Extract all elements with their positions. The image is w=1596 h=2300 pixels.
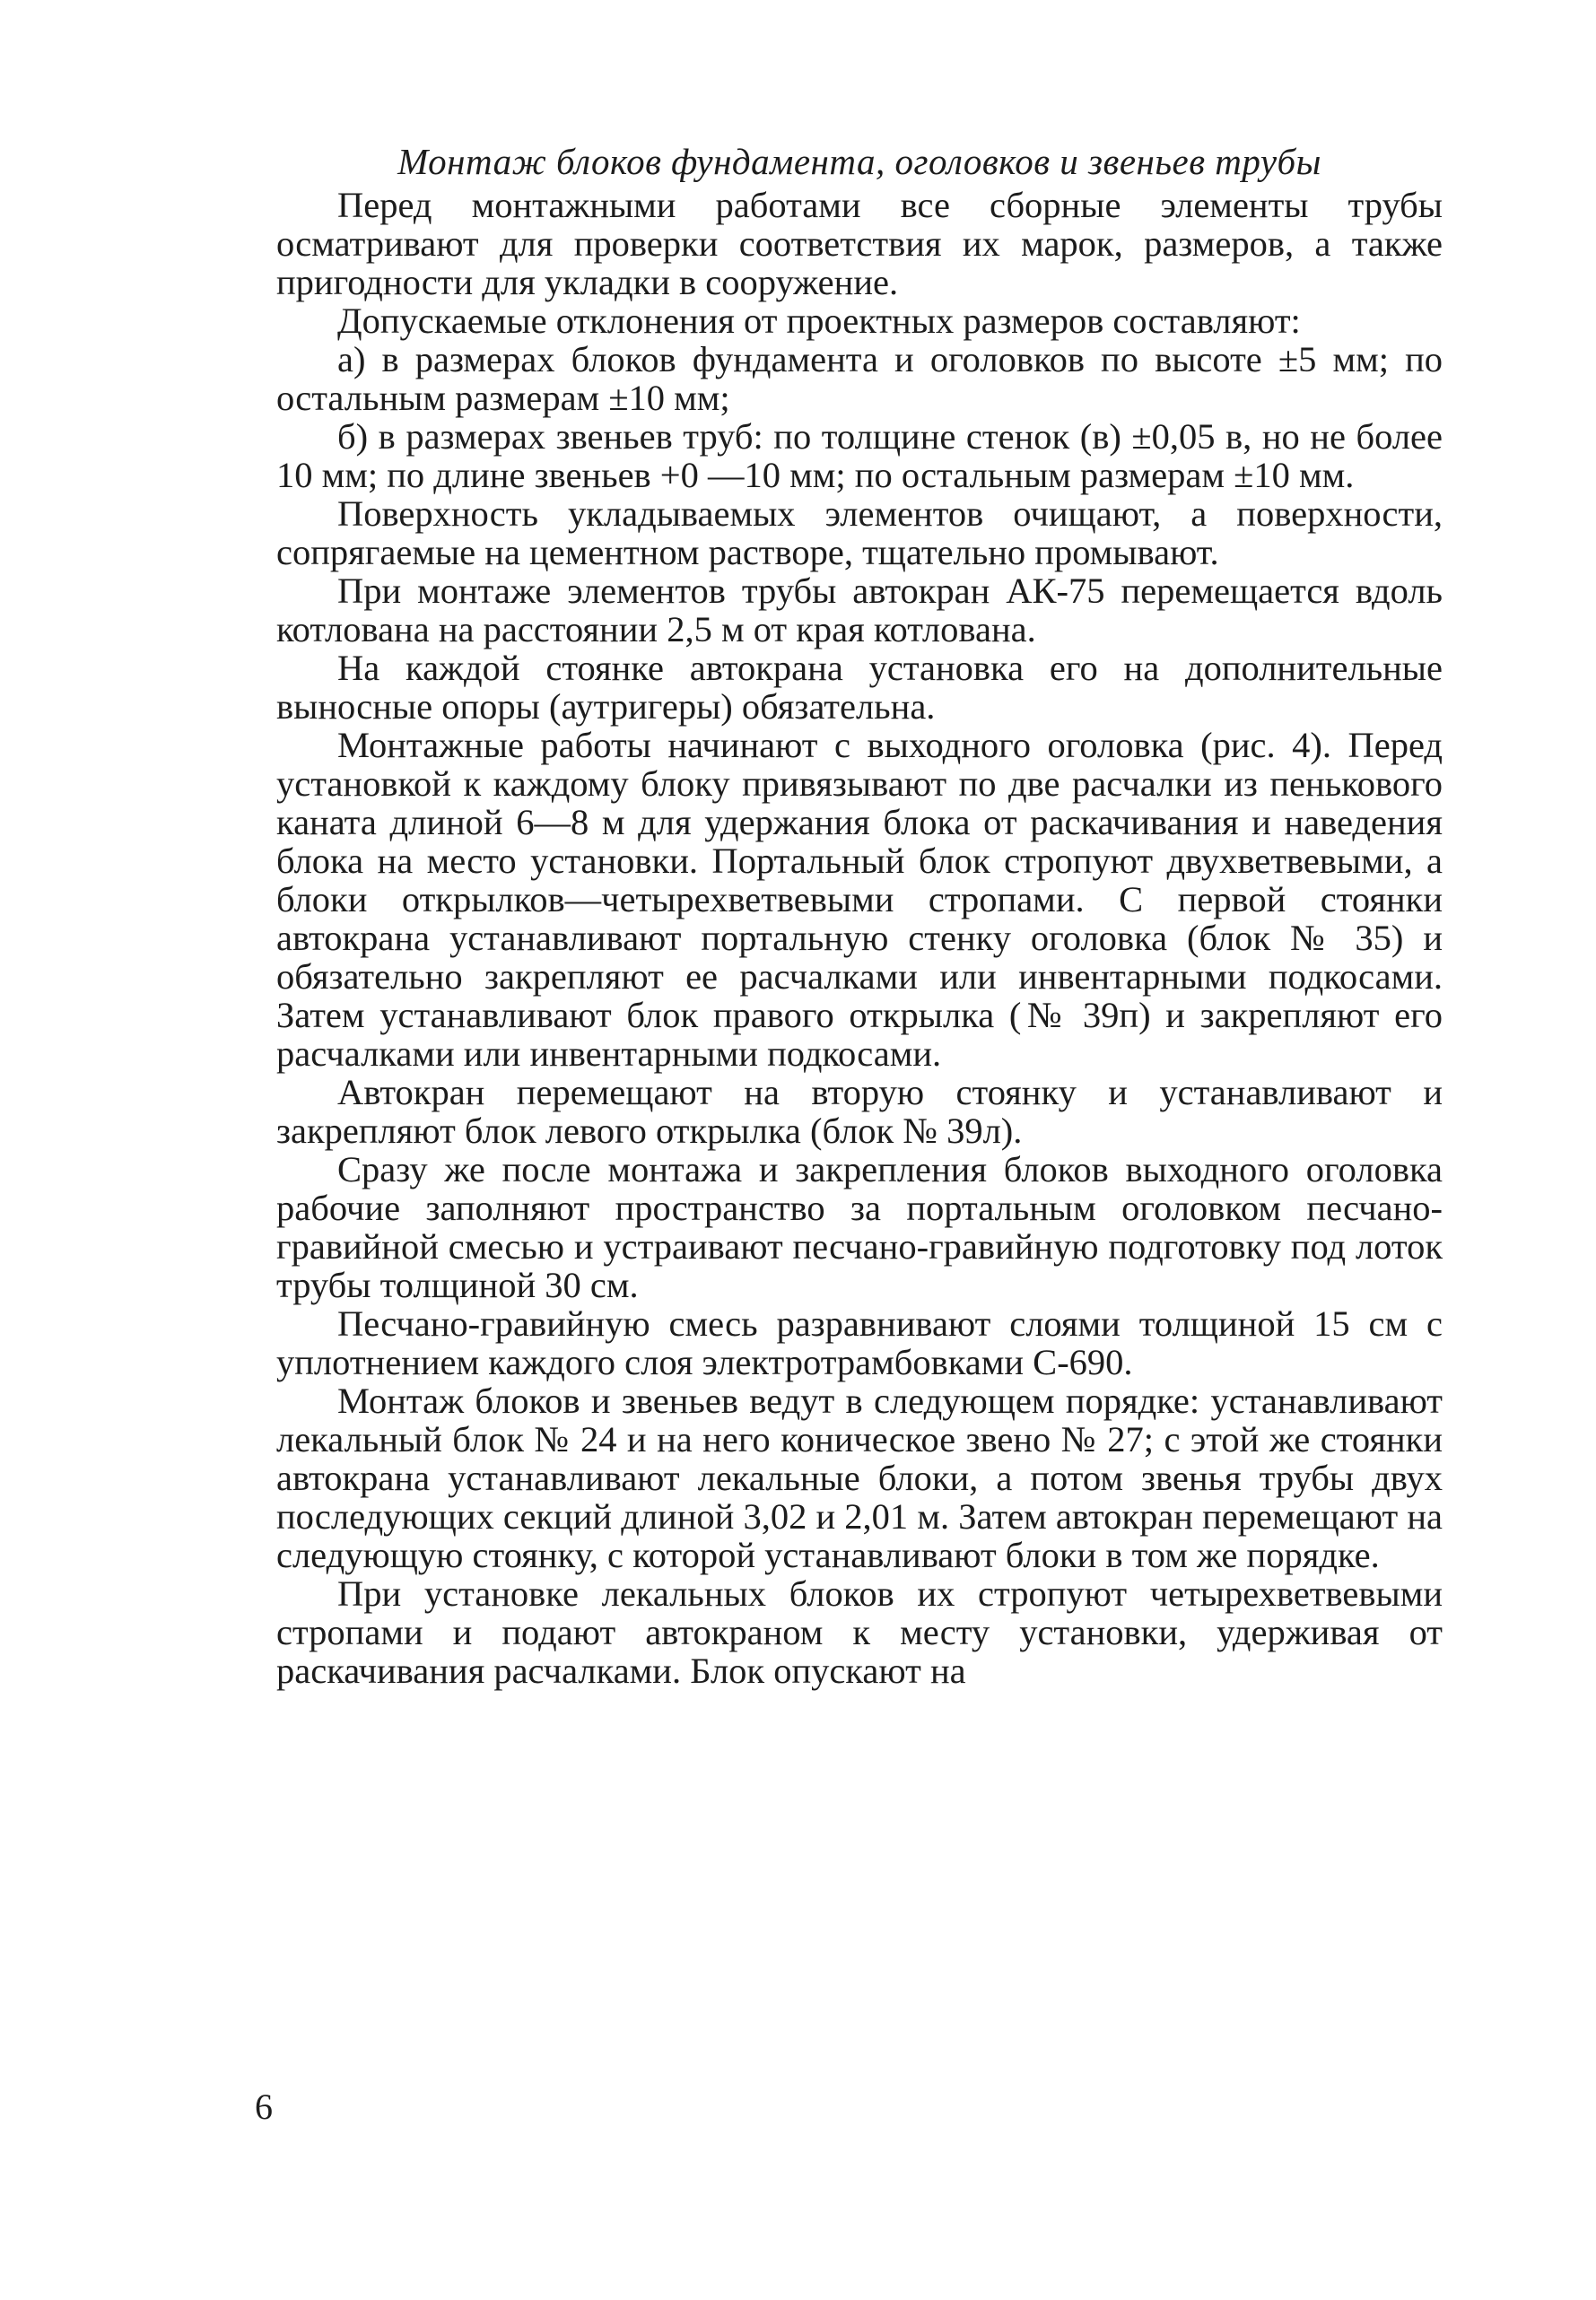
paragraph-compaction: Песчано-гравийную смесь разравнивают слоями толщиной 15 см с уплотнением каждого слоя электротрамбовками С-690.	[276, 1303, 1443, 1382]
paragraph-tolerances-intro: Допускаемые отклонения от проектных размеров составляют:	[337, 301, 1301, 341]
paragraph-crane-movement: При монтаже элементов трубы автокран АК-75 перемещается вдоль котлована на расстоянии 2,5 м от края котлована.	[276, 571, 1443, 649]
paragraph-second-stand: Автокран перемещают на вторую стоянку и устанавливают и закрепляют блок левого открылка (блок № 39л).	[276, 1072, 1443, 1151]
paragraph-tolerance-a: а) в размерах блоков фундамента и оголовков по высоте ±5 мм; по остальным размерам ±10 мм;	[276, 339, 1443, 418]
paragraph-curved-blocks: При установке лекальных блоков их стропуют четырехветвевыми стропами и подают автокраном к месту установки, удерживая от раскачивания расчалками. Блок опускают на	[276, 1573, 1443, 1691]
paragraph-surface-cleaning: Поверхность укладываемых элементов очищают, а поверхности, сопрягаемые на цементном растворе, тщательно промывают.	[276, 493, 1443, 572]
section-heading: Монтаж блоков фундамента, оголовков и звеньев трубы	[397, 141, 1321, 182]
paragraph-backfill: Сразу же после монтажа и закрепления блоков выходного оголовка рабочие заполняют пространство за портальным оголовком песчано-гравийной смесью и устраивают песчано-гравийную подготовку под лоток трубы толщиной 30 см.	[276, 1149, 1443, 1305]
page-body	[276, 139, 1443, 1690]
paragraph-outriggers: На каждой стоянке автокрана установка его на дополнительные выносные опоры (аутригеры) обязательна.	[276, 648, 1443, 727]
paragraph-tolerance-b: б) в размерах звеньев труб: по толщине стенок (в) ±0,05 в, но не более 10 мм; по длине звеньев +0 —10 мм; по остальным размерам ±10 мм.	[276, 416, 1443, 495]
paragraph-mounting-order: Монтаж блоков и звеньев ведут в следующем порядке: устанавливают лекальный блок № 24 и на него коническое звено № 27; с этой же стоянки автокрана устанавливают лекальные блоки, а потом звенья трубы двух последующих секций длиной 3,02 и 2,01 м. Затем автокран перемещают на следующую стоянку, с которой устанавливают блоки в том же порядке.	[276, 1381, 1443, 1575]
paragraph-inspection: Перед монтажными работами все сборные элементы трубы осматривают для проверки соответствия их марок, размеров, а также пригодности для укладки в сооружение.	[276, 185, 1443, 302]
paragraph-outlet-head-mounting: Монтажные работы начинают с выходного оголовка (рис. 4). Перед установкой к каждому блоку привязывают по две расчалки из пенькового каната длиной 6—8 м для удержания блока от раскачивания и наведения блока на место установки. Портальный блок стропуют двухветвевыми, а блоки открылков—четырехветвевыми стропами. С первой стоянки автокрана устанавливают портальную стенку оголовка (блок № 35) и обязательно закрепляют ее расчалками или инвентарными подкосами. Затем устанавливают блок правого открылка (№ 39п) и закрепляют его расчалками или инвентарными подкосами.	[276, 725, 1443, 1074]
page-number: 6	[255, 2087, 273, 2127]
